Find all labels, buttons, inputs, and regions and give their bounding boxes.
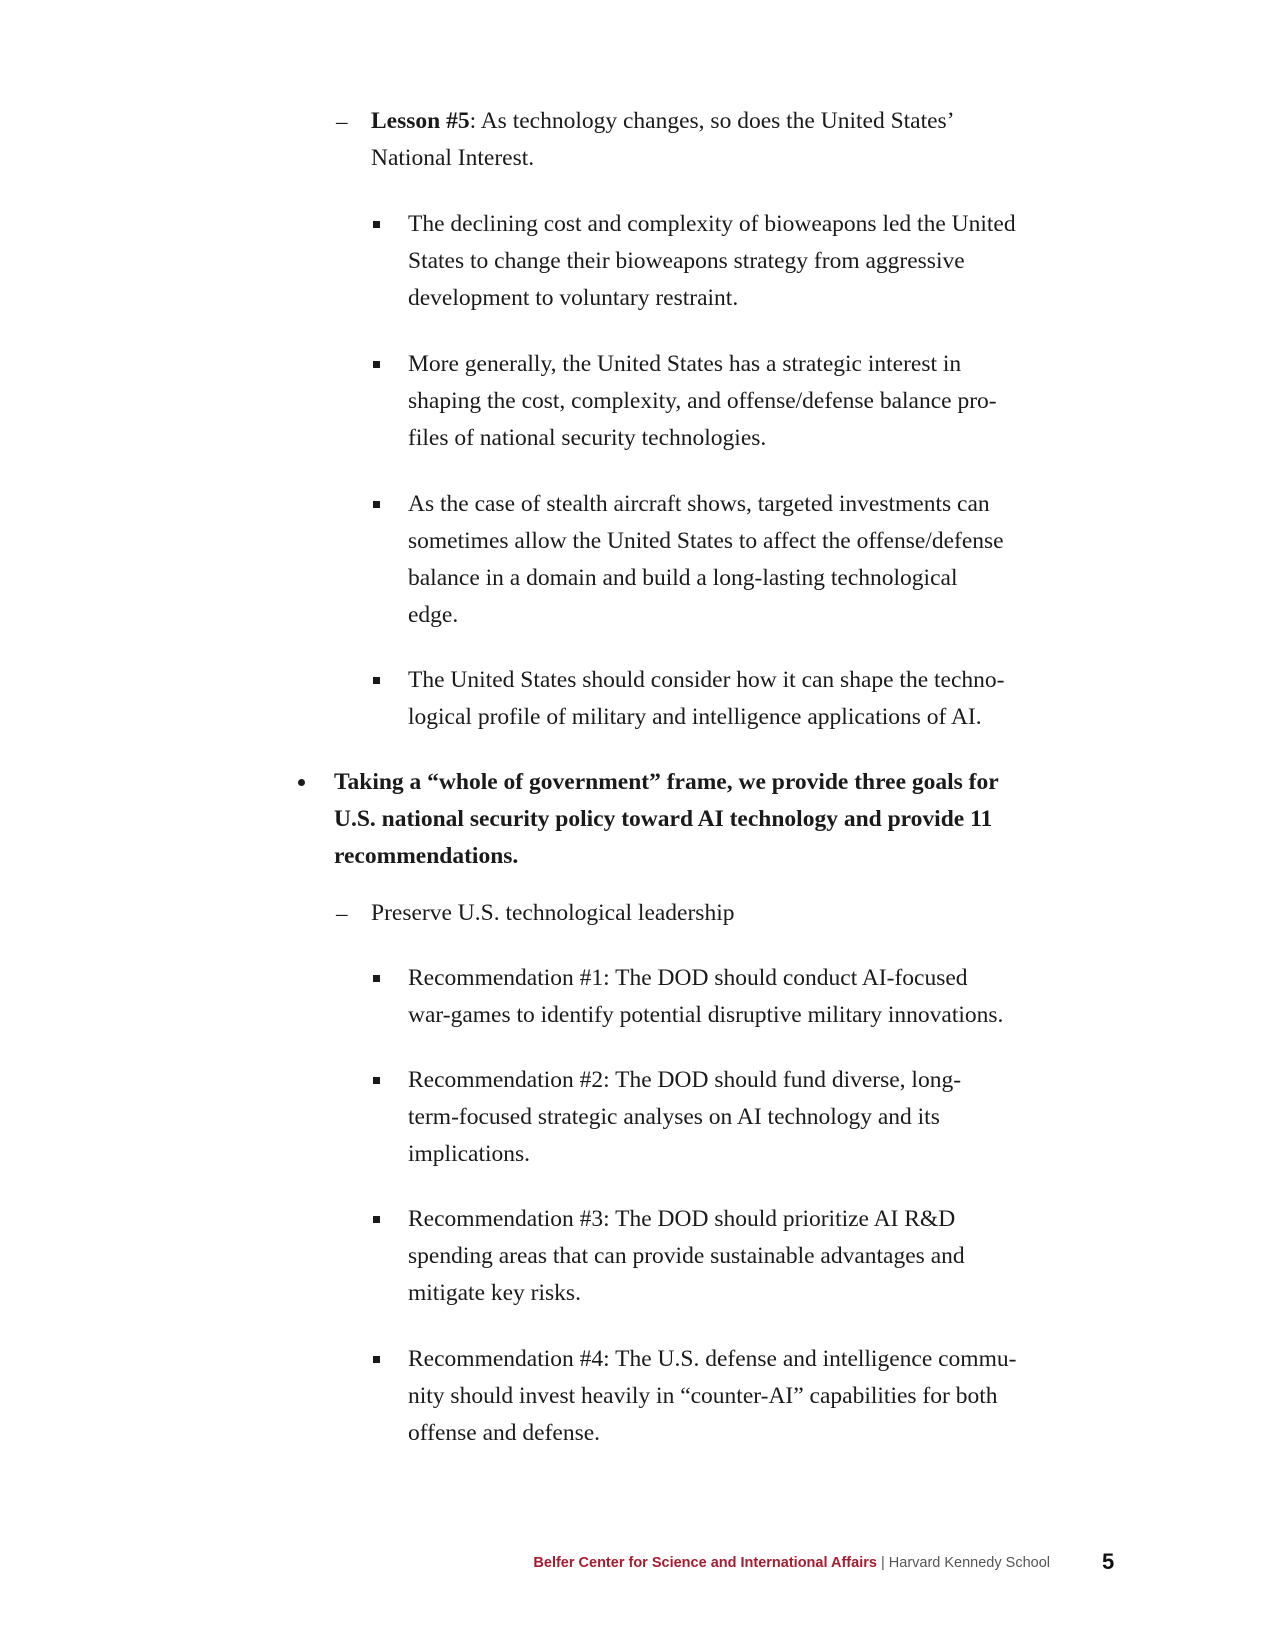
lesson5-bullet-2-line: More generally, the United States has a strategic interest in <box>408 351 962 377</box>
lesson5-text: : As technology changes, so does the United States’ <box>469 108 955 134</box>
lesson5-bullet-1-line: States to change their bioweapons strategy from aggressive <box>408 248 965 274</box>
recommendation-1-line: Recommendation #1: The DOD should conduct AI-focused <box>408 965 968 991</box>
square-bullet-icon <box>373 1077 380 1084</box>
recommendation-4-line: nity should invest heavily in “counter-AI” capabilities for both <box>408 1383 998 1409</box>
dash-marker: – <box>336 109 348 134</box>
dash-marker: – <box>336 901 348 926</box>
square-bullet-icon <box>373 361 380 368</box>
page-number: 5 <box>1102 1549 1115 1574</box>
goals-heading-line: Taking a “whole of government” frame, we provide three goals for <box>334 769 999 795</box>
recommendation-4-line: offense and defense. <box>408 1420 601 1446</box>
recommendation-4-line: Recommendation #4: The U.S. defense and intelligence commu- <box>408 1346 1017 1372</box>
lesson5-bullet-2-line: files of national security technologies. <box>408 425 767 451</box>
square-bullet-icon <box>373 677 380 684</box>
lesson5-text-cont: National Interest. <box>371 145 535 171</box>
page-footer <box>533 1553 1050 1573</box>
round-bullet-icon <box>298 779 305 786</box>
footer-school: Harvard Kennedy School <box>888 1555 1050 1571</box>
lesson5-bullet-4-line: logical profile of military and intelligence applications of AI. <box>408 704 982 730</box>
square-bullet-icon <box>373 501 380 508</box>
goals-heading-line: U.S. national security policy toward AI technology and provide 11 <box>334 806 993 832</box>
goal-preserve-leadership: Preserve U.S. technological leadership <box>371 900 735 926</box>
square-bullet-icon <box>373 221 380 228</box>
recommendation-3-line: Recommendation #3: The DOD should prioritize AI R&D <box>408 1206 956 1232</box>
footer-separator: | <box>880 1555 885 1571</box>
lesson5-bullet-3-line: balance in a domain and build a long-lasting technological <box>408 565 958 591</box>
lesson5-label: Lesson #5 <box>371 108 470 134</box>
lesson5-heading <box>371 103 955 140</box>
lesson5-bullet-1-line: development to voluntary restraint. <box>408 285 739 311</box>
lesson5-bullet-3-line: As the case of stealth aircraft shows, targeted investments can <box>408 491 990 517</box>
lesson5-bullet-4-line: The United States should consider how it can shape the techno- <box>408 667 1005 693</box>
square-bullet-icon <box>373 1216 380 1223</box>
recommendation-3-line: spending areas that can provide sustainable advantages and <box>408 1243 965 1269</box>
footer-organization: Belfer Center for Science and International Affairs <box>533 1555 877 1571</box>
lesson5-bullet-2-line: shaping the cost, complexity, and offense/defense balance pro- <box>408 388 997 414</box>
recommendation-2-line: term-focused strategic analyses on AI technology and its <box>408 1104 940 1130</box>
square-bullet-icon <box>373 1356 380 1363</box>
square-bullet-icon <box>373 975 380 982</box>
goals-heading-line: recommendations. <box>334 843 519 869</box>
recommendation-3-line: mitigate key risks. <box>408 1280 581 1306</box>
lesson5-bullet-3-line: sometimes allow the United States to affect the offense/defense <box>408 528 1004 554</box>
recommendation-2-line: implications. <box>408 1141 531 1167</box>
recommendation-1-line: war-games to identify potential disruptive military innovations. <box>408 1002 1004 1028</box>
recommendation-2-line: Recommendation #2: The DOD should fund diverse, long- <box>408 1067 962 1093</box>
lesson5-bullet-1-line: The declining cost and complexity of bioweapons led the United <box>408 211 1016 237</box>
lesson5-bullet-3-line: edge. <box>408 602 459 628</box>
